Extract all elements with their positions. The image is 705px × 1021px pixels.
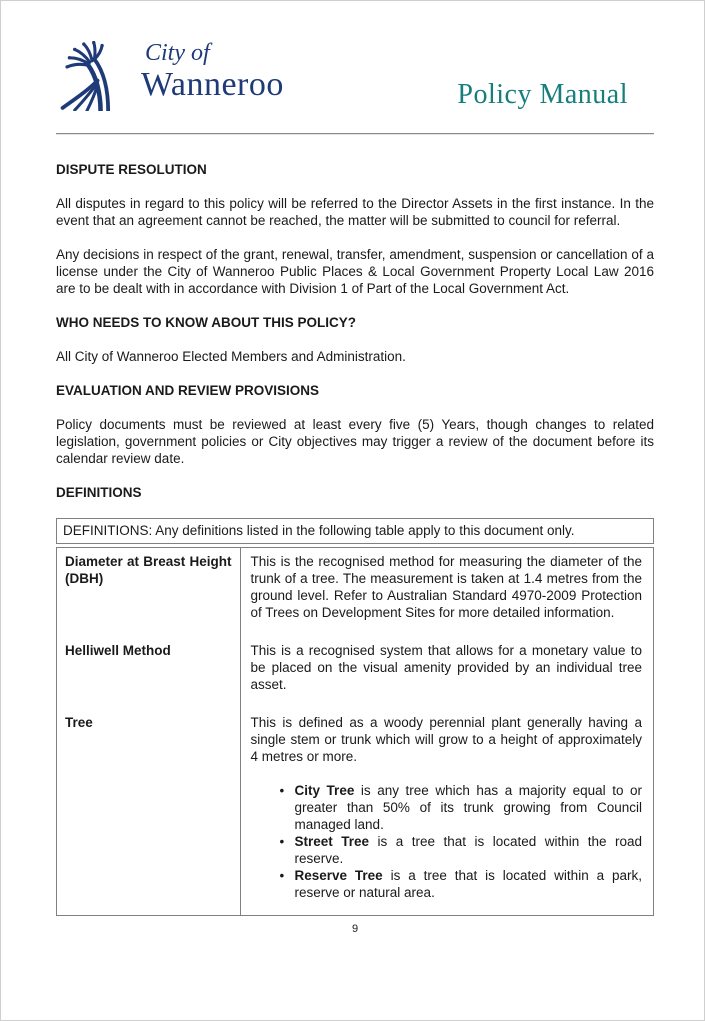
logo-city-of: City of xyxy=(145,40,210,66)
bullet-text: is any tree which has a majority equal to or greater than 50% of its trunk growing from Council managed land. xyxy=(294,783,643,832)
kangaroo-paw-flower-icon xyxy=(58,39,134,111)
page-footer xyxy=(56,921,654,938)
table-row-helliwell xyxy=(57,637,653,709)
heading-dispute-resolution: DISPUTE RESOLUTION xyxy=(56,162,207,177)
term-cell: Helliwell Method xyxy=(57,637,240,709)
bullet-text: is a tree that is located within a park, reserve or natural area. xyxy=(294,868,642,900)
table-row-dbh xyxy=(57,548,653,637)
page-number: 9 xyxy=(351,923,359,935)
bullet-term: Street Tree xyxy=(294,834,370,849)
page-header xyxy=(1,1,704,111)
document-body xyxy=(56,161,654,938)
definition-text: This is the recognised method for measuring the diameter of the trunk of a tree. The measurement is taken at 1.4 metres from the ground level. Refer to Australian Standard 4970-2009 Protection of Trees on Development Sites for more detailed information. xyxy=(250,554,642,620)
policy-manual-title: Policy Manual xyxy=(457,79,628,110)
definition-text: This is defined as a woody perennial plant generally having a single stem or trunk which will grow to a height of approximately 4 metres or more. xyxy=(250,715,642,764)
definition-cell xyxy=(240,709,653,915)
list-item-street-tree xyxy=(278,833,643,867)
heading-definitions: DEFINITIONS xyxy=(56,485,142,500)
definition-cell xyxy=(240,548,653,637)
bullet-text: is a tree that is located within the road reserve. xyxy=(294,834,642,866)
term-cell: Tree xyxy=(57,709,240,915)
paragraph: Any decisions in respect of the grant, renewal, transfer, amendment, suspension or cancellation of a license under the City of Wanneroo Public Places & Local Government Property Local Law 2016 are to be dealt with in accordance with Division 1 of Part of the Local Government Act. xyxy=(56,247,654,296)
header-rule xyxy=(56,133,654,135)
bullet-term: Reserve Tree xyxy=(294,868,383,883)
definitions-table xyxy=(56,547,654,916)
term-cell: Diameter at Breast Height (DBH) xyxy=(57,548,240,637)
definition-text: This is a recognised system that allows for a monetary value to be placed on the visual amenity provided by an individual tree asset. xyxy=(250,643,642,692)
table-row-tree xyxy=(57,709,653,915)
bullet-term: City Tree xyxy=(294,783,355,798)
paragraph: All City of Wanneroo Elected Members and Administration. xyxy=(56,349,406,364)
list-item-city-tree xyxy=(278,782,643,833)
paragraph: Policy documents must be reviewed at least every five (5) Years, though changes to related legislation, government policies or City objectives may trigger a review of the document before its calendar review date. xyxy=(56,417,654,466)
list-item-reserve-tree xyxy=(278,867,643,901)
tree-types-bullet-list xyxy=(278,782,643,901)
logo-wanneroo: Wanneroo xyxy=(141,66,284,103)
definition-cell xyxy=(240,637,653,709)
paragraph: All disputes in regard to this policy will be referred to the Director Assets in the first instance. In the event that an agreement cannot be reached, the matter will be submitted to council for referral. xyxy=(56,196,654,228)
heading-who-needs-to-know: WHO NEEDS TO KNOW ABOUT THIS POLICY? xyxy=(56,315,356,330)
logo-wordmark xyxy=(141,39,284,103)
heading-evaluation-review: EVALUATION AND REVIEW PROVISIONS xyxy=(56,383,320,398)
definitions-table-caption: DEFINITIONS: Any definitions listed in the following table apply to this document only. xyxy=(56,518,654,544)
wanneroo-logo xyxy=(58,39,284,111)
